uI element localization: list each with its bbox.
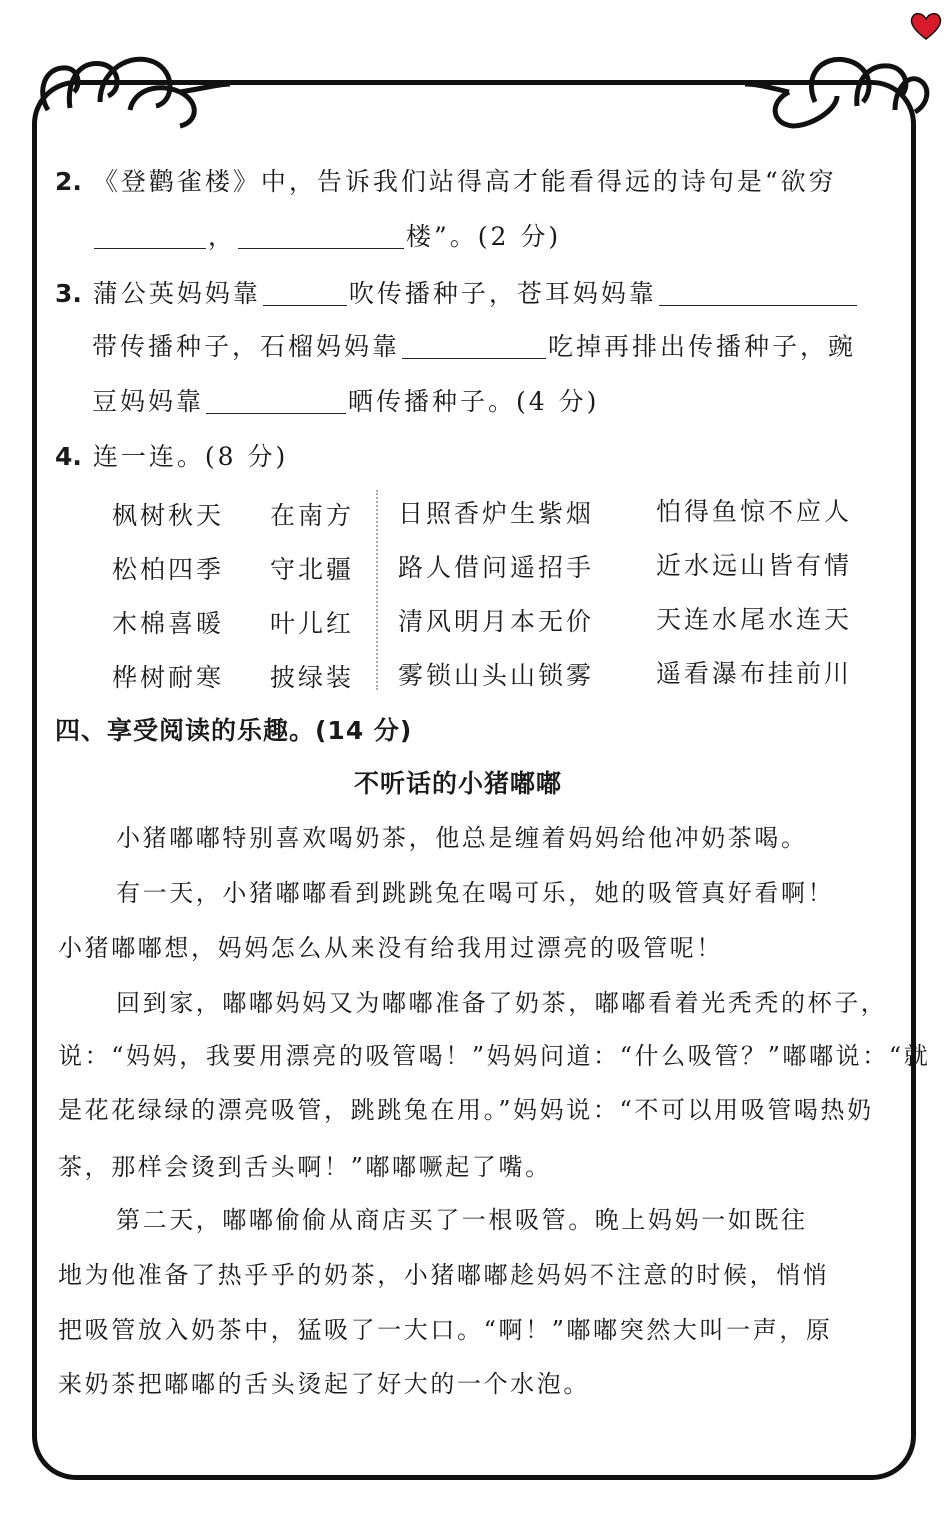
match-item-poem-b[interactable]: 天连水尾水连天 bbox=[656, 605, 853, 634]
match-item-poem-b[interactable]: 遥看瀑布挂前川 bbox=[656, 659, 853, 688]
passage-line: 来奶茶把嘟嘟的舌头烫起了好大的一个水泡。 bbox=[58, 1370, 590, 1398]
match-item-mid[interactable]: 在南方 bbox=[270, 501, 355, 530]
match-item-poem-a[interactable]: 清风明月本无价 bbox=[398, 607, 595, 636]
match-item-poem-a[interactable]: 路人借问遥招手 bbox=[398, 553, 595, 582]
answer-blank[interactable] bbox=[402, 332, 546, 359]
match-item-poem-a[interactable]: 雾锁山头山锁雾 bbox=[398, 661, 595, 690]
answer-blank[interactable] bbox=[238, 222, 404, 249]
match-item-poem-b[interactable]: 近水远山皆有情 bbox=[656, 551, 853, 580]
answer-blank[interactable] bbox=[263, 279, 347, 306]
question-4-line bbox=[55, 440, 288, 474]
question-3-text-a: 蒲公英妈妈靠 bbox=[92, 279, 261, 308]
answer-blank[interactable] bbox=[94, 222, 206, 249]
question-3-text-d: 吃掉再排出传播种子，豌 bbox=[548, 332, 857, 361]
question-2-number: 2. bbox=[55, 167, 82, 196]
question-3-line-2 bbox=[92, 330, 856, 364]
question-4-prompt: 连一连。(8 分) bbox=[92, 442, 289, 471]
passage-line: 有一天，小猪嘟嘟看到跳跳兔在喝可乐，她的吸管真好看啊！ bbox=[116, 879, 835, 907]
section-heading: 四、享受阅读的乐趣。(14 分) bbox=[55, 716, 413, 745]
question-3-text-b: 吹传播种子，苍耳妈妈靠 bbox=[348, 279, 657, 308]
question-3-text-e: 豆妈妈靠 bbox=[92, 387, 205, 416]
question-3-line-1 bbox=[55, 277, 859, 311]
match-item-mid[interactable]: 叶儿红 bbox=[270, 609, 355, 638]
question-3-number: 3. bbox=[55, 279, 82, 308]
match-item-mid[interactable]: 披绿装 bbox=[270, 663, 355, 692]
match-item-left[interactable]: 松柏四季 bbox=[112, 555, 225, 584]
passage-line: 小猪嘟嘟特别喜欢喝奶茶，他总是缠着妈妈给他冲奶茶喝。 bbox=[116, 824, 808, 852]
match-item-left[interactable]: 桦树耐寒 bbox=[112, 663, 225, 692]
passage-line: 第二天，嘟嘟偷偷从商店买了一根吸管。晚上妈妈一如既往 bbox=[116, 1206, 808, 1234]
answer-blank[interactable] bbox=[659, 279, 857, 306]
match-item-left[interactable]: 木棉喜暖 bbox=[112, 609, 225, 638]
passage-title: 不听话的小猪嘟嘟 bbox=[353, 769, 562, 798]
passage-line: 地为他准备了热乎乎的奶茶，小猪嘟嘟趁妈妈不注意的时候，悄悄 bbox=[58, 1261, 830, 1289]
answer-blank[interactable] bbox=[206, 387, 346, 414]
question-3-line-3 bbox=[92, 385, 599, 419]
match-item-mid[interactable]: 守北疆 bbox=[270, 555, 355, 584]
passage-line: 回到家，嘟嘟妈妈又为嘟嘟准备了奶茶，嘟嘟看着光秃秃的杯子， bbox=[116, 989, 888, 1017]
question-3-text-c: 带传播种子，石榴妈妈靠 bbox=[92, 332, 401, 361]
question-2-comma: ， bbox=[208, 222, 237, 251]
question-2-line-1 bbox=[55, 165, 837, 199]
question-2-line-2 bbox=[92, 220, 561, 254]
match-item-poem-a[interactable]: 日照香炉生紫烟 bbox=[398, 499, 595, 528]
question-2-end: 楼”。(2 分) bbox=[406, 222, 562, 251]
question-4-number: 4. bbox=[55, 442, 82, 471]
passage-line: 茶，那样会烫到舌头啊！”嘟嘟噘起了嘴。 bbox=[58, 1153, 552, 1181]
passage-line: 是花花绿绿的漂亮吸管，跳跳兔在用。”妈妈说：“不可以用吸管喝热奶 bbox=[58, 1096, 874, 1124]
passage-line: 小猪嘟嘟想，妈妈怎么从来没有给我用过漂亮的吸管呢！ bbox=[58, 934, 723, 962]
match-item-left[interactable]: 枫树秋天 bbox=[112, 501, 225, 530]
question-2-text: 《登鹳雀楼》中，告诉我们站得高才能看得远的诗句是“欲穷 bbox=[92, 167, 837, 196]
match-item-poem-b[interactable]: 怕得鱼惊不应人 bbox=[656, 497, 853, 526]
question-3-text-f: 晒传播种子。(4 分) bbox=[348, 387, 600, 416]
column-divider bbox=[376, 490, 378, 690]
passage-line: 说：“妈妈，我要用漂亮的吸管喝！”妈妈问道：“什么吸管？”嘟嘟说：“就 bbox=[58, 1042, 931, 1070]
passage-line: 把吸管放入奶茶中，猛吸了一大口。“啊！”嘟嘟突然大叫一声，原 bbox=[58, 1316, 833, 1344]
